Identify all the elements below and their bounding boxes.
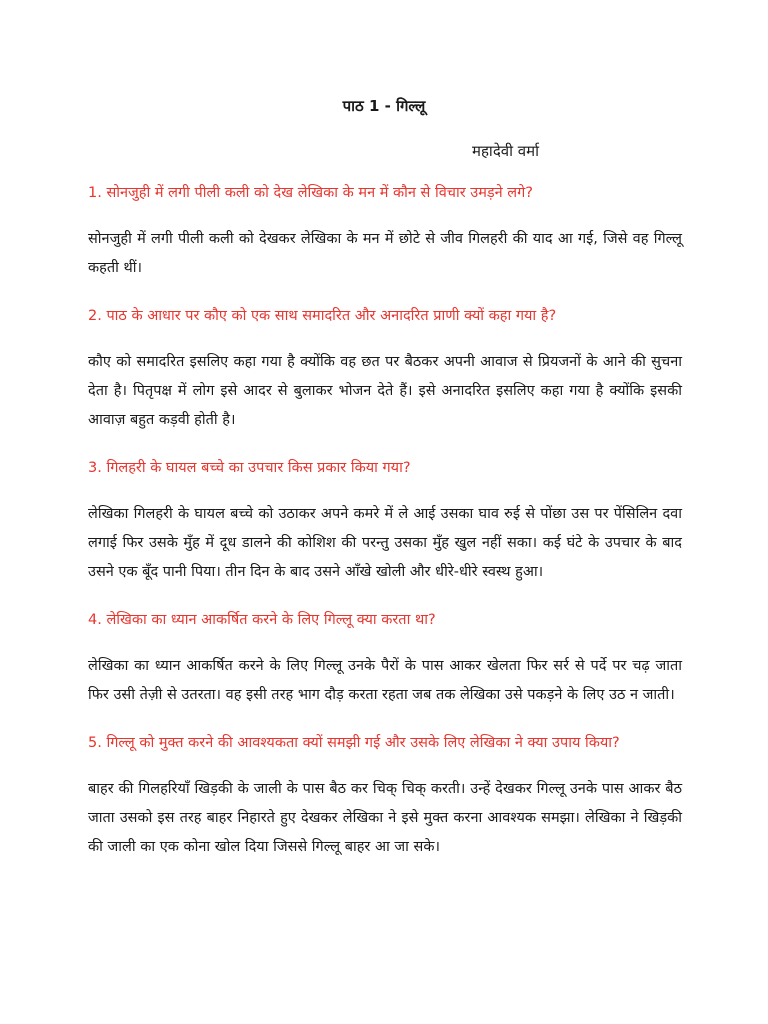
answer-5: बाहर की गिलहरियाँ खिड़की के जाली के पास बैठ कर चिक् चिक् करती। उन्हें देखकर गिल्लू उनके पास आकर बैठ जाता उसको इस तरह बाहर निहारते हुए देखकर लेखिका ने इसे मुक्त करना आवश्यक समझा। लेखिका ने खिड़की की जाली का एक कोना खोल दिया जिससे गिल्लू बाहर आ जा सके। xyxy=(88,781,682,855)
answer-3: लेखिका गिलहरी के घायल बच्चे को उठाकर अपने कमरे में ले आई उसका घाव रुई से पोंछा उस पर पेंसिलिन दवा लगाई फिर उसके मुँह में दूध डालने की कोशिश की परन्तु उसका मुँह खुल नहीं सका। कई घंटे के उपचार के बाद उसने एक बूँद पानी पिया। तीन दिन के बाद उसने आँखे खोली और धीरे-धीरे स्वस्थ हुआ। xyxy=(88,506,682,580)
answer-4: लेखिका का ध्यान आकर्षित करने के लिए गिल्लू उनके पैरों के पास आकर खेलता फिर सर्र से पर्दे पर चढ़ जाता फिर उसी तेज़ी से उतरता। वह इसी तरह भाग दौड़ करता रहता जब तक लेखिका उसे पकड़ने के लिए उठ न जाती। xyxy=(88,658,682,703)
author-name: महादेवी वर्मा xyxy=(472,142,539,160)
question-2: 2. पाठ के आधार पर कौए को एक साथ समादरित और अनादरित प्राणी क्यों कहा गया है? xyxy=(88,308,557,324)
question-5: 5. गिल्लू को मुक्त करने की आवश्यकता क्यों समझी गई और उसके लिए लेखिका ने क्या उपाय किया? xyxy=(88,735,620,751)
question-4: 4. लेखिका का ध्यान आकर्षित करने के लिए गिल्लू क्या करता था? xyxy=(88,612,436,628)
answer-2: कौए को समादरित इसलिए कहा गया है क्योंकि वह छत पर बैठकर अपनी आवाज से प्रियजनों के आने की सुचना देता है। पितृपक्ष में लोग इसे आदर से बुलाकर भोजन देते हैं। इसे अनादरित इसलिए कहा गया है क्योंकि इसकी आवाज़ बहुत कड़वी होती है। xyxy=(88,354,682,428)
page-title: पाठ 1 - गिल्लू xyxy=(342,97,426,115)
answer-1: सोनजुही में लगी पीली कली को देखकर लेखिका के मन में छोटे से जीव गिलहरी की याद आ गई, जिसे वह गिल्लू कहती थीं। xyxy=(88,231,682,276)
question-1: 1. सोनजुही में लगी पीली कली को देख लेखिका के मन में कौन से विचार उमड़ने लगे? xyxy=(88,185,533,201)
qa-section xyxy=(88,180,682,882)
question-3: 3. गिलहरी के घायल बच्चे का उपचार किस प्रकार किया गया? xyxy=(88,460,411,476)
